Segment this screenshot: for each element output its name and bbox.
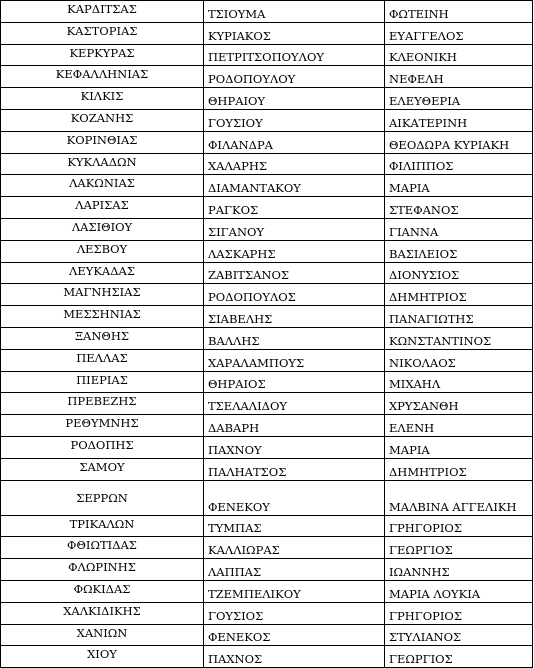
surname-cell: ΚΑΛΛΙΩΡΑΣ <box>204 537 385 559</box>
region-cell: ΠΕΛΛΑΣ <box>1 349 204 371</box>
region-cell: ΛΑΚΩΝΙΑΣ <box>1 175 204 197</box>
surname-cell: ΘΗΡΑΙΟΣ <box>204 371 385 393</box>
region-cell: ΚΕΦΑΛΛΗΝΙΑΣ <box>1 66 204 88</box>
table-row <box>1 109 533 131</box>
region-cell: ΛΑΣΙΘΙΟΥ <box>1 218 204 240</box>
region-cell: ΜΕΣΣΗΝΙΑΣ <box>1 306 204 328</box>
surname-cell: ΣΙΓΑΝΟΥ <box>204 218 385 240</box>
firstname-cell: ΦΙΛΙΠΠΟΣ <box>385 153 533 175</box>
firstname-cell: ΑΙΚΑΤΕΡΙΝΗ <box>385 109 533 131</box>
region-cell: ΚΟΡΙΝΘΙΑΣ <box>1 131 204 153</box>
firstname-cell: ΓΡΗΓΟΡΙΟΣ <box>385 515 533 537</box>
table-row <box>1 458 533 480</box>
surname-cell: ΓΟΥΣΙΟΣ <box>204 602 385 624</box>
surname-cell: ΣΙΑΒΕΛΗΣ <box>204 306 385 328</box>
table-row <box>1 131 533 153</box>
names-table-body <box>1 1 533 668</box>
table-row <box>1 66 533 88</box>
region-cell: ΡΕΘΥΜΝΗΣ <box>1 415 204 437</box>
region-cell: ΧΑΝΙΩΝ <box>1 624 204 646</box>
table-row <box>1 1 533 23</box>
firstname-cell: ΠΑΝΑΓΙΩΤΗΣ <box>385 306 533 328</box>
surname-cell: ΤΣΕΛΑΛΙΔΟΥ <box>204 393 385 415</box>
region-cell: ΠΙΕΡΙΑΣ <box>1 371 204 393</box>
region-cell: ΧΙΟΥ <box>1 646 204 668</box>
surname-cell: ΤΥΜΠΑΣ <box>204 515 385 537</box>
surname-cell: ΚΥΡΙΑΚΟΣ <box>204 22 385 44</box>
firstname-cell: ΙΩΑΝΝΗΣ <box>385 559 533 581</box>
region-cell: ΦΩΚΙΔΑΣ <box>1 580 204 602</box>
surname-cell: ΖΑΒΙΤΣΑΝΟΣ <box>204 262 385 284</box>
firstname-cell: ΓΕΩΡΓΙΟΣ <box>385 646 533 668</box>
table-row <box>1 393 533 415</box>
firstname-cell: ΔΗΜΗΤΡΙΟΣ <box>385 458 533 480</box>
table-row <box>1 515 533 537</box>
firstname-cell: ΜΑΛΒΙΝΑ ΑΓΓΕΛΙΚΗ <box>385 480 533 515</box>
table-row <box>1 371 533 393</box>
surname-cell: ΧΑΛΑΡΗΣ <box>204 153 385 175</box>
table-row <box>1 175 533 197</box>
firstname-cell: ΔΙΟΝΥΣΙΟΣ <box>385 262 533 284</box>
region-cell: ΚΕΡΚΥΡΑΣ <box>1 44 204 66</box>
region-cell: ΚΑΡΔΙΤΣΑΣ <box>1 1 204 23</box>
table-row <box>1 44 533 66</box>
firstname-cell: ΔΗΜΗΤΡΙΟΣ <box>385 284 533 306</box>
table-row <box>1 624 533 646</box>
surname-cell: ΛΑΣΚΑΡΗΣ <box>204 240 385 262</box>
region-cell: ΚΙΛΚΙΣ <box>1 88 204 110</box>
table-row <box>1 537 533 559</box>
table-row <box>1 240 533 262</box>
table-row <box>1 559 533 581</box>
region-cell: ΣΕΡΡΩΝ <box>1 480 204 515</box>
firstname-cell: ΕΥΑΓΓΕΛΟΣ <box>385 22 533 44</box>
region-cell: ΤΡΙΚΑΛΩΝ <box>1 515 204 537</box>
table-row <box>1 327 533 349</box>
region-cell: ΦΘΙΩΤΙΔΑΣ <box>1 537 204 559</box>
firstname-cell: ΜΑΡΙΑ <box>385 175 533 197</box>
surname-cell: ΤΖΕΜΠΕΛΙΚΟΥ <box>204 580 385 602</box>
firstname-cell: ΒΑΣΙΛΕΙΟΣ <box>385 240 533 262</box>
table-row <box>1 602 533 624</box>
table-row <box>1 197 533 219</box>
surname-cell: ΦΕΝΕΚΟΣ <box>204 624 385 646</box>
table-row <box>1 349 533 371</box>
region-cell: ΡΟΔΟΠΗΣ <box>1 436 204 458</box>
table-row <box>1 306 533 328</box>
surname-cell: ΡΟΔΟΠΟΥΛΟΣ <box>204 284 385 306</box>
table-row <box>1 153 533 175</box>
firstname-cell: ΜΑΡΙΑ ΛΟΥΚΙΑ <box>385 580 533 602</box>
region-cell: ΦΛΩΡΙΝΗΣ <box>1 559 204 581</box>
firstname-cell: ΕΛΕΥΘΕΡΙΑ <box>385 88 533 110</box>
firstname-cell: ΚΩΝΣΤΑΝΤΙΝΟΣ <box>385 327 533 349</box>
table-row <box>1 580 533 602</box>
table-row <box>1 284 533 306</box>
table-row <box>1 480 533 515</box>
region-cell: ΛΕΣΒΟΥ <box>1 240 204 262</box>
firstname-cell: ΧΡΥΣΑΝΘΗ <box>385 393 533 415</box>
region-cell: ΞΑΝΘΗΣ <box>1 327 204 349</box>
surname-cell: ΔΙΑΜΑΝΤΑΚΟΥ <box>204 175 385 197</box>
table-row <box>1 436 533 458</box>
firstname-cell: ΓΙΑΝΝΑ <box>385 218 533 240</box>
firstname-cell: ΘΕΟΔΩΡΑ ΚΥΡΙΑΚΗ <box>385 131 533 153</box>
region-cell: ΧΑΛΚΙΔΙΚΗΣ <box>1 602 204 624</box>
region-cell: ΚΑΣΤΟΡΙΑΣ <box>1 22 204 44</box>
surname-cell: ΧΑΡΑΛΑΜΠΟΥΣ <box>204 349 385 371</box>
surname-cell: ΤΣΙΟΥΜΑ <box>204 1 385 23</box>
region-cell: ΣΑΜΟΥ <box>1 458 204 480</box>
table-row <box>1 415 533 437</box>
firstname-cell: ΓΕΩΡΓΙΟΣ <box>385 537 533 559</box>
surname-cell: ΔΑΒΑΡΗ <box>204 415 385 437</box>
surname-cell: ΦΙΛΑΝΔΡΑ <box>204 131 385 153</box>
firstname-cell: ΣΤΕΦΑΝΟΣ <box>385 197 533 219</box>
firstname-cell: ΕΛΕΝΗ <box>385 415 533 437</box>
firstname-cell: ΚΛΕΟΝΙΚΗ <box>385 44 533 66</box>
surname-cell: ΡΟΔΟΠΟΥΛΟΥ <box>204 66 385 88</box>
firstname-cell: ΓΡΗΓΟΡΙΟΣ <box>385 602 533 624</box>
region-cell: ΚΥΚΛΑΔΩΝ <box>1 153 204 175</box>
region-cell: ΛΑΡΙΣΑΣ <box>1 197 204 219</box>
table-row <box>1 262 533 284</box>
firstname-cell: ΜΙΧΑΗΛ <box>385 371 533 393</box>
firstname-cell: ΝΕΦΕΛΗ <box>385 66 533 88</box>
region-cell: ΜΑΓΝΗΣΙΑΣ <box>1 284 204 306</box>
surname-cell: ΠΑΛΗΑΤΣΟΣ <box>204 458 385 480</box>
table-row <box>1 22 533 44</box>
surname-cell: ΡΑΓΚΟΣ <box>204 197 385 219</box>
surname-cell: ΠΕΤΡΙΤΣΟΠΟΥΛΟΥ <box>204 44 385 66</box>
table-row <box>1 218 533 240</box>
firstname-cell: ΝΙΚΟΛΑΟΣ <box>385 349 533 371</box>
surname-cell: ΓΟΥΣΙΟΥ <box>204 109 385 131</box>
surname-cell: ΛΑΠΠΑΣ <box>204 559 385 581</box>
region-cell: ΠΡΕΒΕΖΗΣ <box>1 393 204 415</box>
surname-cell: ΒΑΛΛΗΣ <box>204 327 385 349</box>
table-row <box>1 88 533 110</box>
surname-cell: ΠΑΧΝΟΣ <box>204 646 385 668</box>
region-cell: ΛΕΥΚΑΔΑΣ <box>1 262 204 284</box>
firstname-cell: ΦΩΤΕΙΝΗ <box>385 1 533 23</box>
region-cell: ΚΟΖΑΝΗΣ <box>1 109 204 131</box>
surname-cell: ΘΗΡΑΙΟΥ <box>204 88 385 110</box>
firstname-cell: ΜΑΡΙΑ <box>385 436 533 458</box>
firstname-cell: ΣΤΥΛΙΑΝΟΣ <box>385 624 533 646</box>
surname-cell: ΦΕΝΕΚΟΥ <box>204 480 385 515</box>
surname-cell: ΠΑΧΝΟΥ <box>204 436 385 458</box>
table-row <box>1 646 533 668</box>
